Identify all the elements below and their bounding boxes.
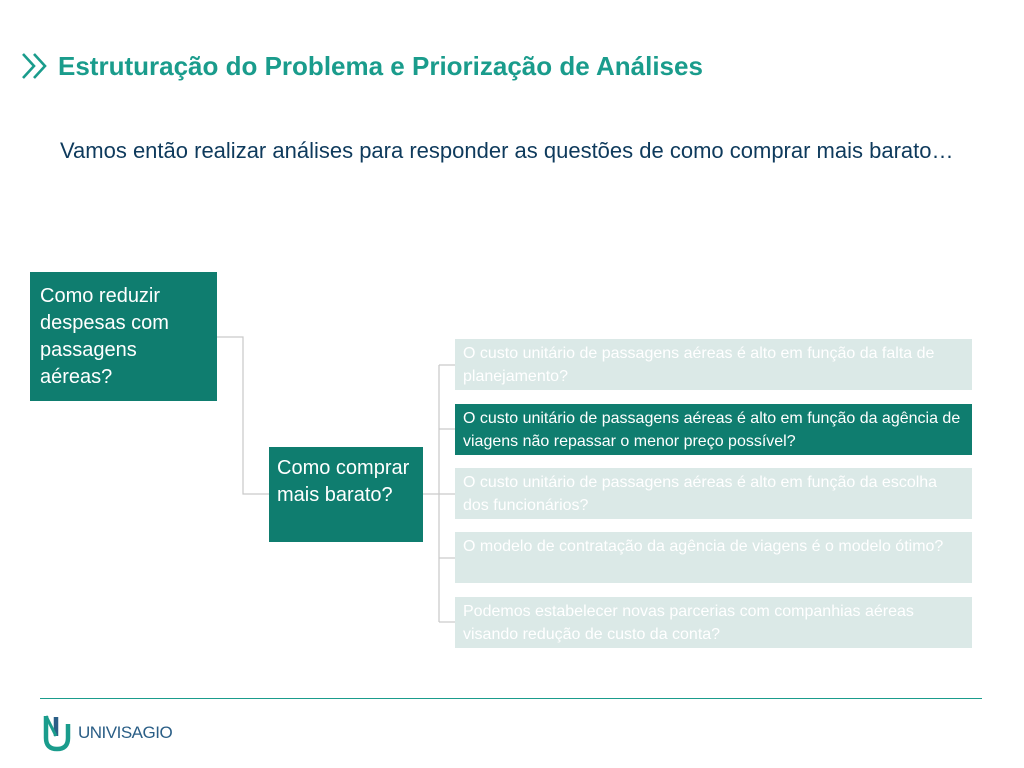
hypothesis-node-highlighted: O custo unitário de passagens aéreas é alto em função da agência de viagens não repassar o menor preço possível?: [455, 404, 972, 455]
hypothesis-node: O modelo de contratação da agência de viagens é o modelo ótimo?: [455, 532, 972, 583]
sub-question-node: Como comprar mais barato?: [269, 447, 423, 542]
hypothesis-node: O custo unitário de passagens aéreas é alto em função da falta de planejamento?: [455, 339, 972, 390]
footer-divider: [40, 698, 982, 699]
hypothesis-node: O custo unitário de passagens aéreas é alto em função da escolha dos funcionários?: [455, 468, 972, 519]
univisagio-logo-icon: [42, 714, 72, 752]
logo-text: UNIVISAGIO: [78, 723, 173, 742]
footer-logo: [42, 713, 172, 753]
page-title: Estruturação do Problema e Priorização de Análises: [58, 50, 703, 81]
intro-text: Vamos então realizar análises para responder as questões de como comprar mais barato…: [60, 138, 954, 163]
hypothesis-node: Podemos estabelecer novas parcerias com companhias aéreas visando redução de custo da conta?: [455, 597, 972, 648]
root-question-node: Como reduzir despesas com passagens aéreas?: [30, 272, 217, 401]
connector-root-to-mid: [217, 337, 269, 494]
